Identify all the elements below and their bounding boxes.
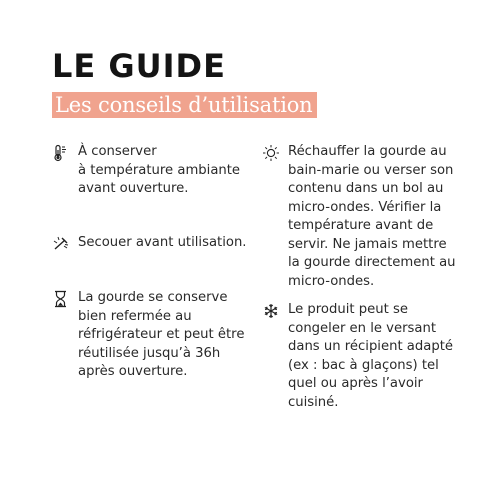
tip-temperature	[52, 143, 252, 199]
tip-shake	[52, 234, 252, 253]
tip-freeze-text: Le produit peut se congeler en le versant dans un récipient adapté (ex : bac à glaçons) tel quel ou après l’avoir cuisiné.	[288, 302, 453, 410]
thermometer-icon	[52, 144, 70, 162]
tip-heat	[262, 143, 482, 291]
shake-icon	[52, 235, 70, 253]
page-subtitle: Les conseils d’utilisation	[52, 92, 317, 118]
tip-heat-text: Réchauffer la gourde au bain-marie ou verser son contenu dans un bol au micro-ondes. Vérifier la température avant de servir. Ne jamais mettre la gourde directement au micro-ondes.	[288, 144, 456, 289]
tip-fridge-text: La gourde se conserve bien refermée au réfrigérateur et peut être réutilisée jusqu’à 36h après ouverture.	[78, 290, 245, 379]
snowflake-icon	[262, 302, 280, 320]
tip-shake-text: Secouer avant utilisation.	[78, 235, 247, 250]
sun-icon	[262, 144, 280, 162]
tip-temperature-text: À conserver à température ambiante avant ouverture.	[78, 144, 241, 196]
tip-freeze	[262, 301, 482, 412]
page-title: LE GUIDE	[52, 47, 226, 85]
hourglass-icon	[52, 290, 70, 308]
tip-fridge	[52, 289, 252, 382]
